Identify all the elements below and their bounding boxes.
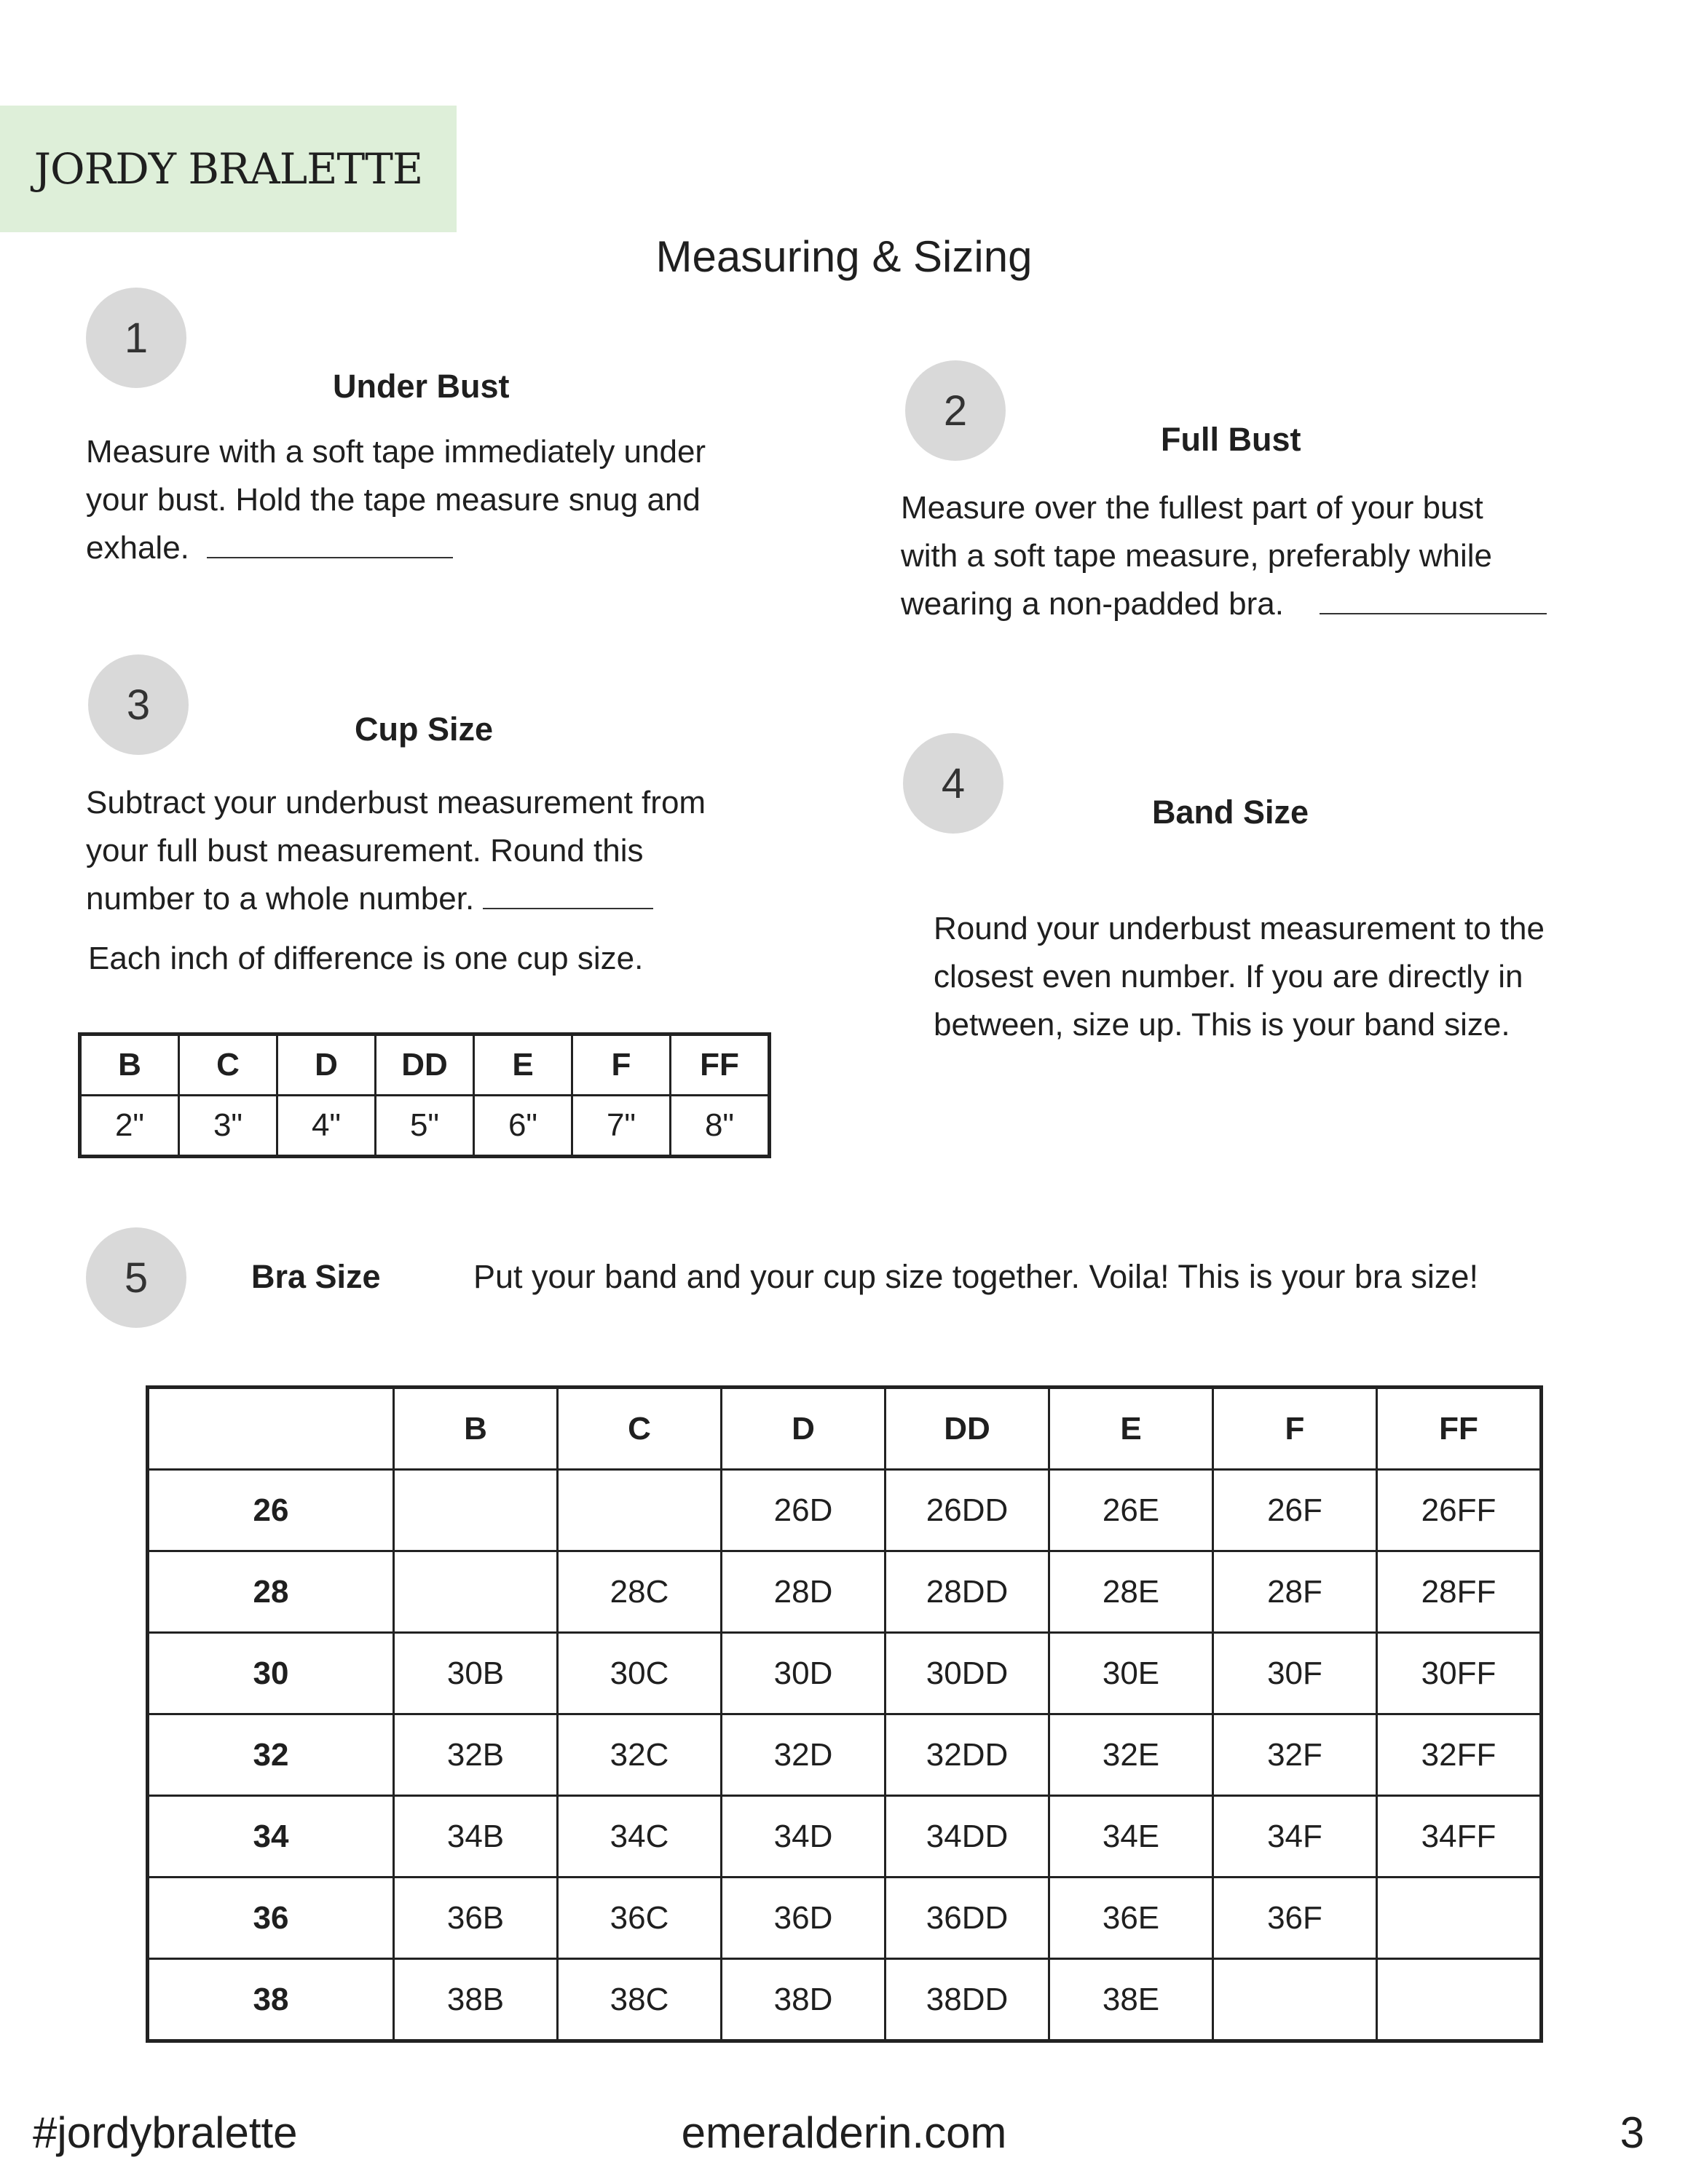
step-2-line: with a soft tape measure, preferably while: [901, 538, 1492, 574]
step-1-line: exhale.: [86, 530, 189, 566]
step-2-title: Full Bust: [1161, 421, 1301, 458]
step-1-text: [86, 428, 829, 572]
bra-table-header-row: [148, 1388, 1542, 1470]
bra-table-row: [148, 1714, 1542, 1796]
step-2-badge: 2: [905, 360, 1006, 461]
cup-difference-cell: 7": [572, 1096, 671, 1157]
bra-size-cell: 30C: [558, 1633, 722, 1714]
bra-table-column-header: DD: [886, 1388, 1049, 1470]
band-size-cell: 36: [148, 1878, 394, 1959]
bra-size-cell: 28F: [1213, 1551, 1377, 1633]
under-bust-blank: [207, 550, 453, 558]
bra-size-cell: 32D: [722, 1714, 886, 1796]
bra-table-column-header: C: [558, 1388, 722, 1470]
cup-letter-cell: DD: [376, 1034, 474, 1096]
bra-table-row: [148, 1959, 1542, 2041]
cup-letter-cell: F: [572, 1034, 671, 1096]
bra-size-cell: 26D: [722, 1470, 886, 1551]
step-5-badge: 5: [86, 1227, 186, 1328]
bra-table-column-header: FF: [1377, 1388, 1542, 1470]
bra-table-row: [148, 1470, 1542, 1551]
bra-size-cell: 26F: [1213, 1470, 1377, 1551]
cup-letter-cell: D: [277, 1034, 376, 1096]
bra-size-cell: 32E: [1049, 1714, 1213, 1796]
step-3-line: Subtract your underbust measurement from: [86, 785, 706, 820]
cup-difference-cell: 4": [277, 1096, 376, 1157]
cup-size-blank: [483, 901, 653, 909]
bra-size-cell: 36D: [722, 1878, 886, 1959]
bra-size-cell: 30B: [394, 1633, 558, 1714]
bra-size-cell: 28C: [558, 1551, 722, 1633]
bra-size-cell: 28FF: [1377, 1551, 1542, 1633]
bra-size-cell: 30F: [1213, 1633, 1377, 1714]
cup-difference-cell: 2": [80, 1096, 179, 1157]
bra-size-cell: 30DD: [886, 1633, 1049, 1714]
page-heading: Measuring & Sizing: [655, 232, 1033, 281]
cup-table-difference-row: [80, 1096, 770, 1157]
step-1-title: Under Bust: [333, 368, 510, 405]
full-bust-blank: [1320, 606, 1547, 614]
step-2-text: [901, 484, 1644, 628]
bra-size-cell: 38B: [394, 1959, 558, 2041]
product-title-banner: [0, 106, 457, 232]
bra-size-cell: 32F: [1213, 1714, 1377, 1796]
cup-difference-cell: 5": [376, 1096, 474, 1157]
cup-difference-cell: 3": [179, 1096, 277, 1157]
bra-size-cell: 28D: [722, 1551, 886, 1633]
step-4-text: [934, 905, 1676, 1049]
band-size-cell: 28: [148, 1551, 394, 1633]
bra-table-row: [148, 1551, 1542, 1633]
band-size-cell: 38: [148, 1959, 394, 2041]
bra-size-cell: 38C: [558, 1959, 722, 2041]
bra-size-cell: [1377, 1959, 1542, 2041]
bra-size-cell: 26DD: [886, 1470, 1049, 1551]
band-size-cell: 32: [148, 1714, 394, 1796]
step-1-line: your bust. Hold the tape measure snug and: [86, 482, 701, 518]
bra-table-row: [148, 1878, 1542, 1959]
bra-size-cell: [558, 1470, 722, 1551]
cup-table-header-row: [80, 1034, 770, 1096]
bra-size-cell: 34DD: [886, 1796, 1049, 1878]
step-5-title: Bra Size: [251, 1258, 381, 1295]
bra-size-cell: 34D: [722, 1796, 886, 1878]
cup-difference-cell: 6": [474, 1096, 572, 1157]
bra-size-cell: 36F: [1213, 1878, 1377, 1959]
cup-letter-cell: C: [179, 1034, 277, 1096]
bra-size-cell: [1377, 1878, 1542, 1959]
band-size-cell: 34: [148, 1796, 394, 1878]
step-3-text: [86, 779, 829, 923]
bra-table-column-header: B: [394, 1388, 558, 1470]
bra-size-cell: 32DD: [886, 1714, 1049, 1796]
step-3-title: Cup Size: [355, 711, 494, 748]
bra-size-cell: 30E: [1049, 1633, 1213, 1714]
bra-size-cell: 34B: [394, 1796, 558, 1878]
bra-size-cell: 34F: [1213, 1796, 1377, 1878]
bra-size-cell: 36B: [394, 1878, 558, 1959]
bra-table-column-header: D: [722, 1388, 886, 1470]
footer-hashtag: #jordybralette: [33, 2108, 298, 2157]
step-3-line: your full bust measurement. Round this: [86, 833, 644, 869]
bra-size-cell: 30D: [722, 1633, 886, 1714]
step-3-badge: 3: [88, 654, 189, 755]
cup-letter-cell: B: [80, 1034, 179, 1096]
bra-size-cell: 34C: [558, 1796, 722, 1878]
step-1-line: Measure with a soft tape immediately under: [86, 434, 706, 470]
step-4-line: closest even number. If you are directly in: [934, 959, 1523, 994]
band-size-cell: 30: [148, 1633, 394, 1714]
bra-size-cell: 34E: [1049, 1796, 1213, 1878]
step-1-badge: 1: [86, 288, 186, 388]
bra-size-cell: [1213, 1959, 1377, 2041]
step-4-line: between, size up. This is your band size.: [934, 1007, 1510, 1042]
bra-size-cell: 38DD: [886, 1959, 1049, 2041]
bra-size-cell: 32FF: [1377, 1714, 1542, 1796]
bra-table-row: [148, 1633, 1542, 1714]
cup-difference-cell: 8": [671, 1096, 770, 1157]
footer-website: emeralderin.com: [681, 2108, 1007, 2157]
bra-size-cell: 36DD: [886, 1878, 1049, 1959]
bra-size-cell: 34FF: [1377, 1796, 1542, 1878]
bra-size-cell: 26FF: [1377, 1470, 1542, 1551]
step-3-line: number to a whole number.: [86, 881, 475, 917]
bra-size-cell: 28DD: [886, 1551, 1049, 1633]
bra-size-cell: 30FF: [1377, 1633, 1542, 1714]
product-title: JORDY BRALETTE: [33, 144, 423, 194]
bra-size-cell: 32C: [558, 1714, 722, 1796]
bra-table-corner-cell: [148, 1388, 394, 1470]
step-4-line: Round your underbust measurement to the: [934, 911, 1545, 946]
bra-size-cell: [394, 1470, 558, 1551]
bra-size-cell: 28E: [1049, 1551, 1213, 1633]
bra-size-cell: 26E: [1049, 1470, 1213, 1551]
bra-size-cell: 36E: [1049, 1878, 1213, 1959]
step-2-line: Measure over the fullest part of your bust: [901, 490, 1483, 526]
cup-size-table: [78, 1032, 771, 1158]
step-2-line: wearing a non-padded bra.: [901, 586, 1284, 622]
cup-letter-cell: FF: [671, 1034, 770, 1096]
step-4-title: Band Size: [1152, 794, 1309, 831]
step-4-badge: 4: [903, 733, 1003, 834]
cup-letter-cell: E: [474, 1034, 572, 1096]
bra-size-cell: 38E: [1049, 1959, 1213, 2041]
bra-size-cell: 32B: [394, 1714, 558, 1796]
bra-size-cell: [394, 1551, 558, 1633]
page-number: 3: [1620, 2108, 1644, 2157]
bra-table-column-header: F: [1213, 1388, 1377, 1470]
bra-size-table: [146, 1385, 1543, 2043]
bra-size-cell: 38D: [722, 1959, 886, 2041]
bra-size-cell: 36C: [558, 1878, 722, 1959]
bra-table-row: [148, 1796, 1542, 1878]
bra-table-column-header: E: [1049, 1388, 1213, 1470]
step-5-text: Put your band and your cup size together. Voila! This is your bra size!: [473, 1258, 1478, 1295]
cup-size-note: Each inch of difference is one cup size.: [88, 941, 644, 976]
band-size-cell: 26: [148, 1470, 394, 1551]
